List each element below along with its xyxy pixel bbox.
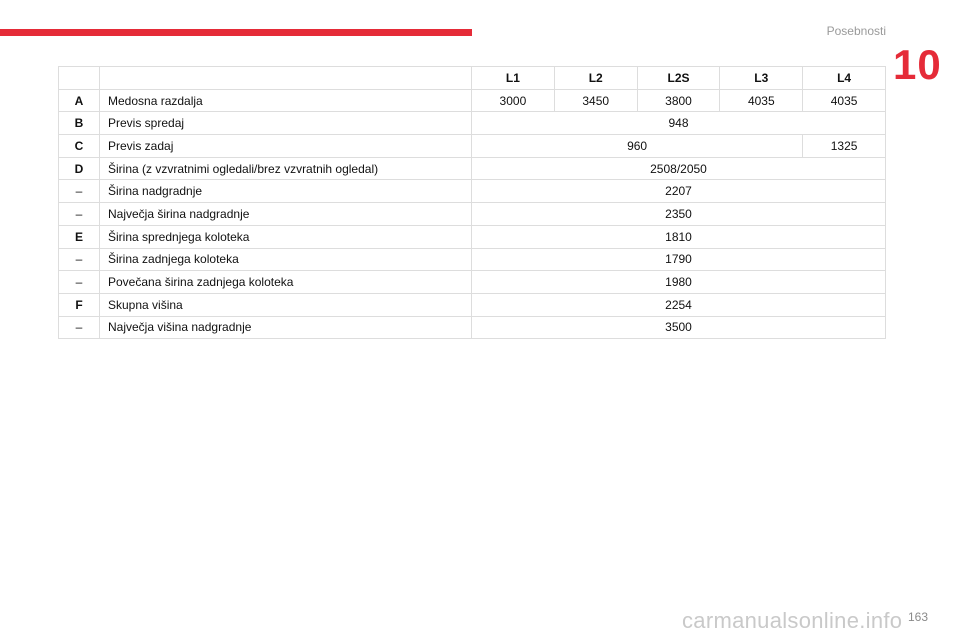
row-value: 2350	[472, 203, 886, 226]
row-code: –	[59, 180, 100, 203]
row-label: Skupna višina	[100, 293, 472, 316]
row-label: Širina sprednjega koloteka	[100, 225, 472, 248]
row-code: A	[59, 89, 100, 112]
row-label: Previs zadaj	[100, 135, 472, 158]
row-value: 960	[472, 135, 803, 158]
row-value: 1325	[803, 135, 886, 158]
row-label: Širina (z vzvratnimi ogledali/brez vzvratnih ogledal)	[100, 157, 472, 180]
row-value: 2508/2050	[472, 157, 886, 180]
table-header-row	[59, 67, 886, 90]
row-code: –	[59, 316, 100, 339]
header-empty-cell	[100, 67, 472, 90]
row-label: Največja višina nadgradnje	[100, 316, 472, 339]
table-row	[59, 248, 886, 271]
row-value: 1810	[472, 225, 886, 248]
section-name: Posebnosti	[826, 24, 886, 38]
row-code: F	[59, 293, 100, 316]
row-code: E	[59, 225, 100, 248]
column-header: L4	[803, 67, 886, 90]
row-label: Medosna razdalja	[100, 89, 472, 112]
row-value: 4035	[803, 89, 886, 112]
table-row	[59, 135, 886, 158]
row-value: 1980	[472, 271, 886, 294]
row-label: Širina zadnjega koloteka	[100, 248, 472, 271]
row-label: Povečana širina zadnjega koloteka	[100, 271, 472, 294]
row-label: Previs spredaj	[100, 112, 472, 135]
page-number: 163	[907, 610, 928, 624]
column-header: L2S	[637, 67, 720, 90]
row-value: 3450	[554, 89, 637, 112]
table-row	[59, 112, 886, 135]
row-code: C	[59, 135, 100, 158]
row-value: 2254	[472, 293, 886, 316]
row-value: 948	[472, 112, 886, 135]
table-row	[59, 225, 886, 248]
table-row	[59, 180, 886, 203]
row-value: 2207	[472, 180, 886, 203]
table-row	[59, 271, 886, 294]
dimensions-table	[58, 66, 886, 339]
header-empty-cell	[59, 67, 100, 90]
chapter-number: 10	[893, 41, 942, 88]
row-value: 4035	[720, 89, 803, 112]
column-header: L3	[720, 67, 803, 90]
row-label: Širina nadgradnje	[100, 180, 472, 203]
watermark: carmanualsonline.info	[682, 608, 903, 633]
table-row	[59, 203, 886, 226]
table-row	[59, 89, 886, 112]
column-header: L1	[472, 67, 555, 90]
table-row	[59, 157, 886, 180]
row-label: Največja širina nadgradnje	[100, 203, 472, 226]
row-code: D	[59, 157, 100, 180]
row-value: 3800	[637, 89, 720, 112]
header-accent-bar	[0, 29, 472, 36]
row-code: –	[59, 203, 100, 226]
table-row	[59, 293, 886, 316]
row-code: –	[59, 271, 100, 294]
row-value: 3000	[472, 89, 555, 112]
row-code: –	[59, 248, 100, 271]
table-row	[59, 316, 886, 339]
column-header: L2	[554, 67, 637, 90]
row-value: 3500	[472, 316, 886, 339]
row-value: 1790	[472, 248, 886, 271]
row-code: B	[59, 112, 100, 135]
